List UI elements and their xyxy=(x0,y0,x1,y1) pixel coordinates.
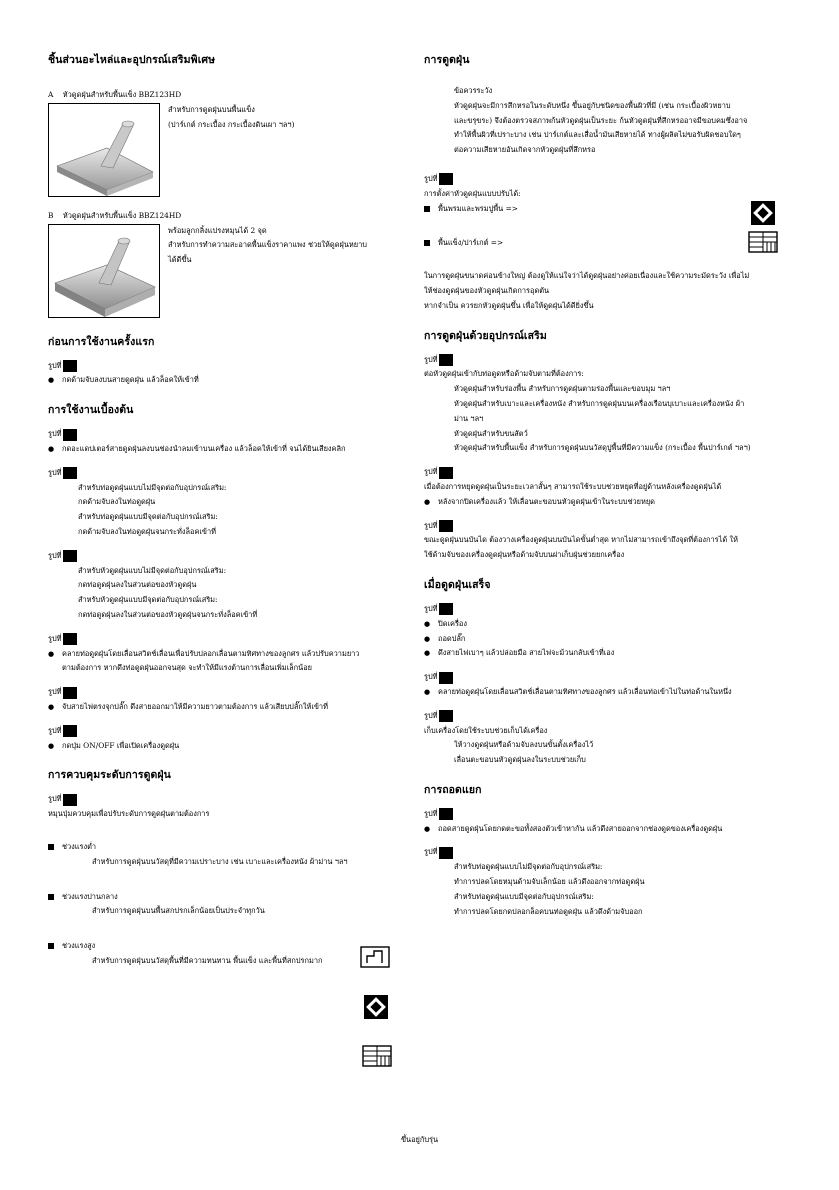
text-line: ทำการปลดโดยหมุนด้ามจับเล็กน้อย แล้วดึงออกจากท่อดูดฝุ่น xyxy=(454,877,645,887)
setting-carpet: พื้นพรมและพรมปูพื้น => xyxy=(438,203,518,213)
figure-text: รูปที่ xyxy=(424,603,438,613)
figure-label xyxy=(424,709,794,724)
part-b-desc1: พร้อมลูกกลิ้งแปรงหมุนได้ 2 จุด xyxy=(168,225,267,235)
text-line: ทำการปลดโดยกดปลอกล็อคบนท่อดูดฝุ่น แล้วดึงด้ามจับออก xyxy=(454,906,643,916)
figure-number-box xyxy=(63,687,77,699)
text-line: ให้ช่องดูดฝุ่นของหัวดูดฝุ่นเกิดการอุดตัน xyxy=(424,285,550,295)
text-line: หัวดูดฝุ่นจะมีการสึกหรอในระดับหนึ่ง ขึ้นอยู่กับชนิดของพื้นผิวที่มี (เช่น กระเบื้องผิวหยาบ xyxy=(454,100,731,110)
caution-block xyxy=(424,84,794,158)
setting-hard-floor: พื้นแข็ง/ปาร์เกต์ => xyxy=(438,238,504,248)
text-line: กดด้ามจับลงในท่อดูดฝุ่น xyxy=(78,497,156,507)
bullet-icon: ● xyxy=(424,687,431,696)
figure-number-box xyxy=(63,794,77,806)
part-a-letter: A xyxy=(48,90,54,99)
figure-text: รูปที่ xyxy=(424,710,438,720)
basic-step-2 xyxy=(48,481,418,540)
figure-text: รูปที่ xyxy=(48,633,62,643)
part-b-letter: B xyxy=(48,210,54,220)
after-step-3: ดึงสายไฟเบาๆ แล้วปล่อยมือ สายไฟจะม้วนกลับเข้าที่เอง xyxy=(438,648,615,658)
detach-title: การถอดแยก xyxy=(424,783,482,796)
figure-number-box xyxy=(439,808,453,820)
figure-text: รูปที่ xyxy=(48,360,62,370)
text-line: ม่าน ฯลฯ xyxy=(454,413,484,423)
figure-number-box xyxy=(63,467,77,479)
figure-label xyxy=(424,602,794,617)
figure-number-box xyxy=(439,520,453,532)
setting-low xyxy=(48,840,418,870)
figure-text: รูปที่ xyxy=(424,173,438,183)
bullet-icon: ● xyxy=(48,741,55,750)
figure-label xyxy=(424,670,794,685)
carpet-icon xyxy=(363,994,389,1020)
text-line: และขรุขระ) จึงต้องตรวจสภาพก้นหัวดูดฝุ่นเป็นระยะ ก้นหัวดูดฝุ่นที่สึกหรออาจมีขอบคมซึ่งอาจ xyxy=(454,115,748,125)
part-a-desc1: สำหรับการดูดฝุ่นบนพื้นแข็ง xyxy=(168,104,255,114)
bullet-icon: ● xyxy=(48,702,55,711)
figure-text: รูปที่ xyxy=(424,808,438,818)
text-line: ต่อความเสียหายอันเกิดจากหัวดูดฝุ่นที่สึกหรอ xyxy=(454,145,596,155)
carpet-icon xyxy=(749,200,777,226)
figure-number-box xyxy=(63,550,77,562)
figure-label xyxy=(48,466,418,481)
figure-label xyxy=(48,724,418,739)
square-bullet-icon xyxy=(48,844,54,850)
basic-step-3 xyxy=(48,564,418,623)
after-title: เมื่อดูดฝุ่นเสร็จ xyxy=(424,578,491,591)
setting-high-desc: สำหรับการดูดฝุ่นบนวัสดุพื้นที่มีความทนทาน พื้นแข็ง และพื้นที่สกปรกมาก xyxy=(92,955,323,965)
text-line: สำหรับท่อดูดฝุ่นแบบไม่มีจุดต่อกับอุปกรณ์เสริม: xyxy=(454,862,603,872)
bullet-icon: ● xyxy=(424,634,431,643)
figure-text: รูปที่ xyxy=(48,550,62,560)
figure-text: รูปที่ xyxy=(424,467,438,477)
pause-step: หลังจากปิดเครื่องแล้ว ให้เลื่อนตะขอบนหัวดูดฝุ่นเข้าในระบบช่วยหยุด xyxy=(438,496,655,506)
text-line: กดท่อดูดฝุ่นลงในส่วนต่อของหัวดูดฝุ่นจนกระทั่งล็อคเข้าที่ xyxy=(78,609,258,619)
after-step-2: ถอดปลั๊ก xyxy=(438,633,466,643)
hard-floor-icon xyxy=(362,1045,392,1067)
figure-text: รูปที่ xyxy=(424,520,438,530)
text-line: ทำให้พื้นผิวที่เปราะบาง เช่น ปาร์เกต์และเสื่อน้ำมันเสียหายได้ ทางผู้ผลิตไม่ขอรับผิดชอบใดๆ xyxy=(454,130,741,140)
control-title: การควบคุมระดับการดูดฝุ่น xyxy=(48,769,171,782)
setting-mid xyxy=(48,890,418,920)
text-line: สำหรับหัวดูดฝุ่นแบบมีจุดต่อกับอุปกรณ์เสริม: xyxy=(78,595,218,605)
text-line: ขณะดูดฝุ่นบนบันได ต้องวางเครื่องดูดฝุ่นบนบันไดขั้นต่ำสุด หากไม่สามารถเข้าถึงจุดที่ต้องการได้ ให้ xyxy=(424,535,738,545)
right-column xyxy=(424,52,794,919)
text-line: เลื่อนตะขอบนหัวดูดฝุ่นลงในระบบช่วยเก็บ xyxy=(454,755,586,765)
part-a-image xyxy=(48,103,160,197)
figure-label xyxy=(48,549,418,564)
acc-desc: ต่อหัวดูดฝุ่นเข้ากับท่อดูดหรือด้ามจับตามที่ต้องการ: xyxy=(424,369,584,379)
figure-text: รูปที่ xyxy=(48,794,62,804)
bullet-icon: ● xyxy=(424,649,431,658)
figure-label xyxy=(48,359,418,374)
left-column xyxy=(48,52,418,969)
bullet-icon: ● xyxy=(48,376,55,385)
adjust-desc: การตั้งค่าหัวดูดฝุ่นแบบปรับได้: xyxy=(424,188,521,198)
after-step-1: ปิดเครื่อง xyxy=(438,618,467,628)
setting-mid-desc: สำหรับการดูดฝุ่นบนพื้นสกปรกเล็กน้อยเป็นประจำทุกวัน xyxy=(92,906,265,916)
text-line: หากจำเป็น ควรยกหัวดูดฝุ่นขึ้น เพื่อให้ดูดฝุ่นได้ดียิ่งขึ้น xyxy=(424,300,594,310)
part-a-name: หัวดูดฝุ่นสำหรับพื้นแข็ง BBZ123HD xyxy=(62,90,182,99)
basic-step-6: กดปุ่ม ON/OFF เพื่อเปิดเครื่องดูดฝุ่น xyxy=(62,740,180,750)
figure-label xyxy=(424,353,794,368)
hard-floor-icon xyxy=(748,231,778,253)
figure-text: รูปที่ xyxy=(48,687,62,697)
setting-low-desc: สำหรับการดูดฝุ่นบนวัสดุที่มีความเปราะบาง เช่น เบาะและเครื่องหนัง ผ้าม่าน ฯลฯ xyxy=(92,856,348,866)
figure-number-box xyxy=(439,354,453,366)
bullet-icon: ● xyxy=(48,649,55,658)
text-line: หัวดูดฝุ่นสำหรับร่องพื้น สำหรับการดูดฝุ่นตามร่องพื้นและขอบมุม ฯลฯ xyxy=(454,384,671,394)
accessories-title: ชิ้นส่วนอะไหล่และอุปกรณ์เสริมพิเศษ xyxy=(48,54,216,66)
figure-text: รูปที่ xyxy=(424,354,438,364)
footer-note: ขึ้นอยู่กับรุ่น xyxy=(400,1135,439,1144)
basic-title: การใช้งานเบื้องต้น xyxy=(48,404,134,417)
bullet-icon: ● xyxy=(424,824,431,833)
vacuuming-title: การดูดฝุ่น xyxy=(424,54,470,66)
figure-label xyxy=(424,845,794,860)
part-a xyxy=(48,88,418,197)
figure-label xyxy=(48,427,418,442)
figure-label xyxy=(48,632,418,647)
detach-step-1: ถอดสายดูดฝุ่นโดยกดตะขอทั้งสองตัวเข้าหากัน แล้วดึงสายออกจากช่องดูดของเครื่องดูดฝุ่น xyxy=(438,823,723,833)
figure-label xyxy=(424,465,794,480)
store-list xyxy=(424,738,794,768)
low-suction-icon xyxy=(360,946,390,968)
figure-label xyxy=(424,519,794,534)
text-line: สำหรับท่อดูดฝุ่นแบบไม่มีจุดต่อกับอุปกรณ์เสริม: xyxy=(78,482,227,492)
figure-number-box xyxy=(439,467,453,479)
store-desc: เก็บเครื่องโดยใช้ระบบช่วยเก็บได้เครื่อง xyxy=(424,725,548,735)
text-line: ให้วางดูดฝุ่นหรือด้ามจับลงบนขั้นตั้งเครื่องไว้ xyxy=(454,740,594,750)
figure-text: รูปที่ xyxy=(48,725,62,735)
accessories-vac-title: การดูดฝุ่นด้วยอุปกรณ์เสริม xyxy=(424,329,547,342)
acc-list xyxy=(424,382,794,456)
text-line: สำหรับท่อดูดฝุ่นแบบมีจุดต่อกับอุปกรณ์เสริม: xyxy=(454,891,594,901)
figure-text: รูปที่ xyxy=(424,672,438,682)
figure-label xyxy=(424,807,794,822)
vac-notes xyxy=(424,269,794,313)
after-step-4: คลายท่อดูดฝุ่นโดยเลื่อนสวิตช์เลื่อนตามทิศทางของลูกศร แล้วเลื่อนท่อเข้าไปในท่อด้านในหนึ่ง xyxy=(438,686,732,696)
text-line: หัวดูดฝุ่นสำหรับเบาะและเครื่องหนัง สำหรับการดูดฝุ่นบนเครื่องเรือนบุเบาะและเครื่องหนัง ผ้า xyxy=(454,398,745,408)
text-line: หัวดูดฝุ่นสำหรับพื้นแข็ง สำหรับการดูดฝุ่นบนวัสดุปูพื้นที่มีความแข็ง (กระเบื้อง พื้นปาร์เกต์ ฯลฯ) xyxy=(454,443,751,453)
part-b-desc2: สำหรับการทำความสะอาดพื้นแข็งราคาแพง ช่วยให้ดูดฝุ่นหยาบ xyxy=(168,240,367,250)
text-line: ตามต้องการ หากดึงท่อดูดฝุ่นออกจนสุด จะทำให้มีแรงต้านการเลื่อนเพิ่มเล็กน้อย xyxy=(62,663,312,673)
text-line: หัวดูดฝุ่นสำหรับขนสัตว์ xyxy=(454,428,528,438)
figure-number-box xyxy=(63,633,77,645)
setting-mid-name: ช่วงแรงปานกลาง xyxy=(62,891,118,901)
bullet-icon: ● xyxy=(424,497,431,506)
text-line: ใช้ด้ามจับของเครื่องดูดฝุ่นหรือด้ามจับบนฝาเก็บฝุ่นช่วยยกเครื่อง xyxy=(424,550,625,560)
part-b xyxy=(48,209,418,318)
figure-number-box xyxy=(439,603,453,615)
figure-label xyxy=(48,792,418,807)
part-b-name: หัวดูดฝุ่นสำหรับพื้นแข็ง BBZ124HD xyxy=(62,210,182,220)
setting-high-name: ช่วงแรงสูง xyxy=(62,941,96,951)
part-b-desc3: ได้ดีขึ้น xyxy=(168,255,192,265)
figure-text: รูปที่ xyxy=(48,467,62,477)
text-line: ในการดูดฝุ่นขนาดค่อนข้างใหญ่ ต้องดูให้แน่ใจว่าได้ดูดฝุ่นอย่างค่อยเนื่องและใช้ความระมัดระวัง เพื่อไม่ xyxy=(424,271,750,281)
setting-low-name: ช่วงแรงต่ำ xyxy=(62,841,97,851)
figure-number-box xyxy=(63,360,77,372)
before-step: กดด้ามจับลงบนสายดูดฝุ่น แล้วล็อคให้เข้าที่ xyxy=(62,375,199,385)
figure-number-box xyxy=(63,725,77,737)
basic-step-5: จับสายไฟตรงจุกปลั๊ก ดึงสายออกมาให้มีความยาวตามต้องการ แล้วเสียบปลั๊กให้เข้าที่ xyxy=(62,701,328,711)
bullet-icon: ● xyxy=(48,444,55,453)
text-line: สำหรับท่อดูดฝุ่นแบบมีจุดต่อกับอุปกรณ์เสริม: xyxy=(78,512,218,522)
text-line: สำหรับหัวดูดฝุ่นแบบไม่มีจุดต่อกับอุปกรณ์เสริม: xyxy=(78,565,227,575)
figure-label xyxy=(424,172,794,187)
part-a-desc2: (ปาร์เกต์ กระเบื้อง กระเบื้องดินเผา ฯลฯ) xyxy=(168,119,295,129)
before-title: ก่อนการใช้งานครั้งแรก xyxy=(48,335,155,348)
detach-list xyxy=(424,860,794,919)
figure-text: รูปที่ xyxy=(424,847,438,857)
text-line: กดท่อดูดฝุ่นลงในส่วนต่อของหัวดูดฝุ่น xyxy=(78,580,197,590)
figure-number-box xyxy=(439,672,453,684)
square-bullet-icon xyxy=(424,240,430,246)
figure-text: รูปที่ xyxy=(48,429,62,439)
square-bullet-icon xyxy=(48,943,54,949)
square-bullet-icon xyxy=(48,894,54,900)
part-b-image xyxy=(48,224,160,318)
bullet-icon: ● xyxy=(424,619,431,628)
basic-step-4 xyxy=(62,647,359,677)
text-line: กดด้ามจับลงในท่อดูดฝุ่นจนกระทั่งล็อคเข้าที่ xyxy=(78,526,216,536)
figure-number-box xyxy=(63,429,77,441)
figure-number-box xyxy=(439,710,453,722)
basic-step-1: กดอะแดปเตอร์สายดูดฝุ่นลงบนช่องนำลมเข้าบนเครื่อง แล้วล็อคให้เข้าที่ จนได้ยินเสียงคลิก xyxy=(62,443,346,453)
control-desc: หมุนปุ่มควบคุมเพื่อปรับระดับการดูดฝุ่นตามต้องการ xyxy=(48,809,210,819)
square-bullet-icon xyxy=(424,206,430,212)
caution-label: ข้อควรระวัง xyxy=(454,86,493,95)
text-line: คลายท่อดูดฝุ่นโดยเลื่อนสวิตช์เลื่อนเพื่อปรับปลอกเลื่อนตามทิศทางของลูกศร แล้วปรับความยาว xyxy=(62,648,360,658)
pause-desc: เมื่อต้องการหยุดดูดฝุ่นเป็นระยะเวลาสั้นๆ สามารถใช้ระบบช่วยหยุดที่อยู่ด้านหลังเครื่องดูดฝุ่นได้ xyxy=(424,481,722,491)
figure-number-box xyxy=(439,847,453,859)
figure-label xyxy=(48,685,418,700)
figure-number-box xyxy=(439,173,453,185)
